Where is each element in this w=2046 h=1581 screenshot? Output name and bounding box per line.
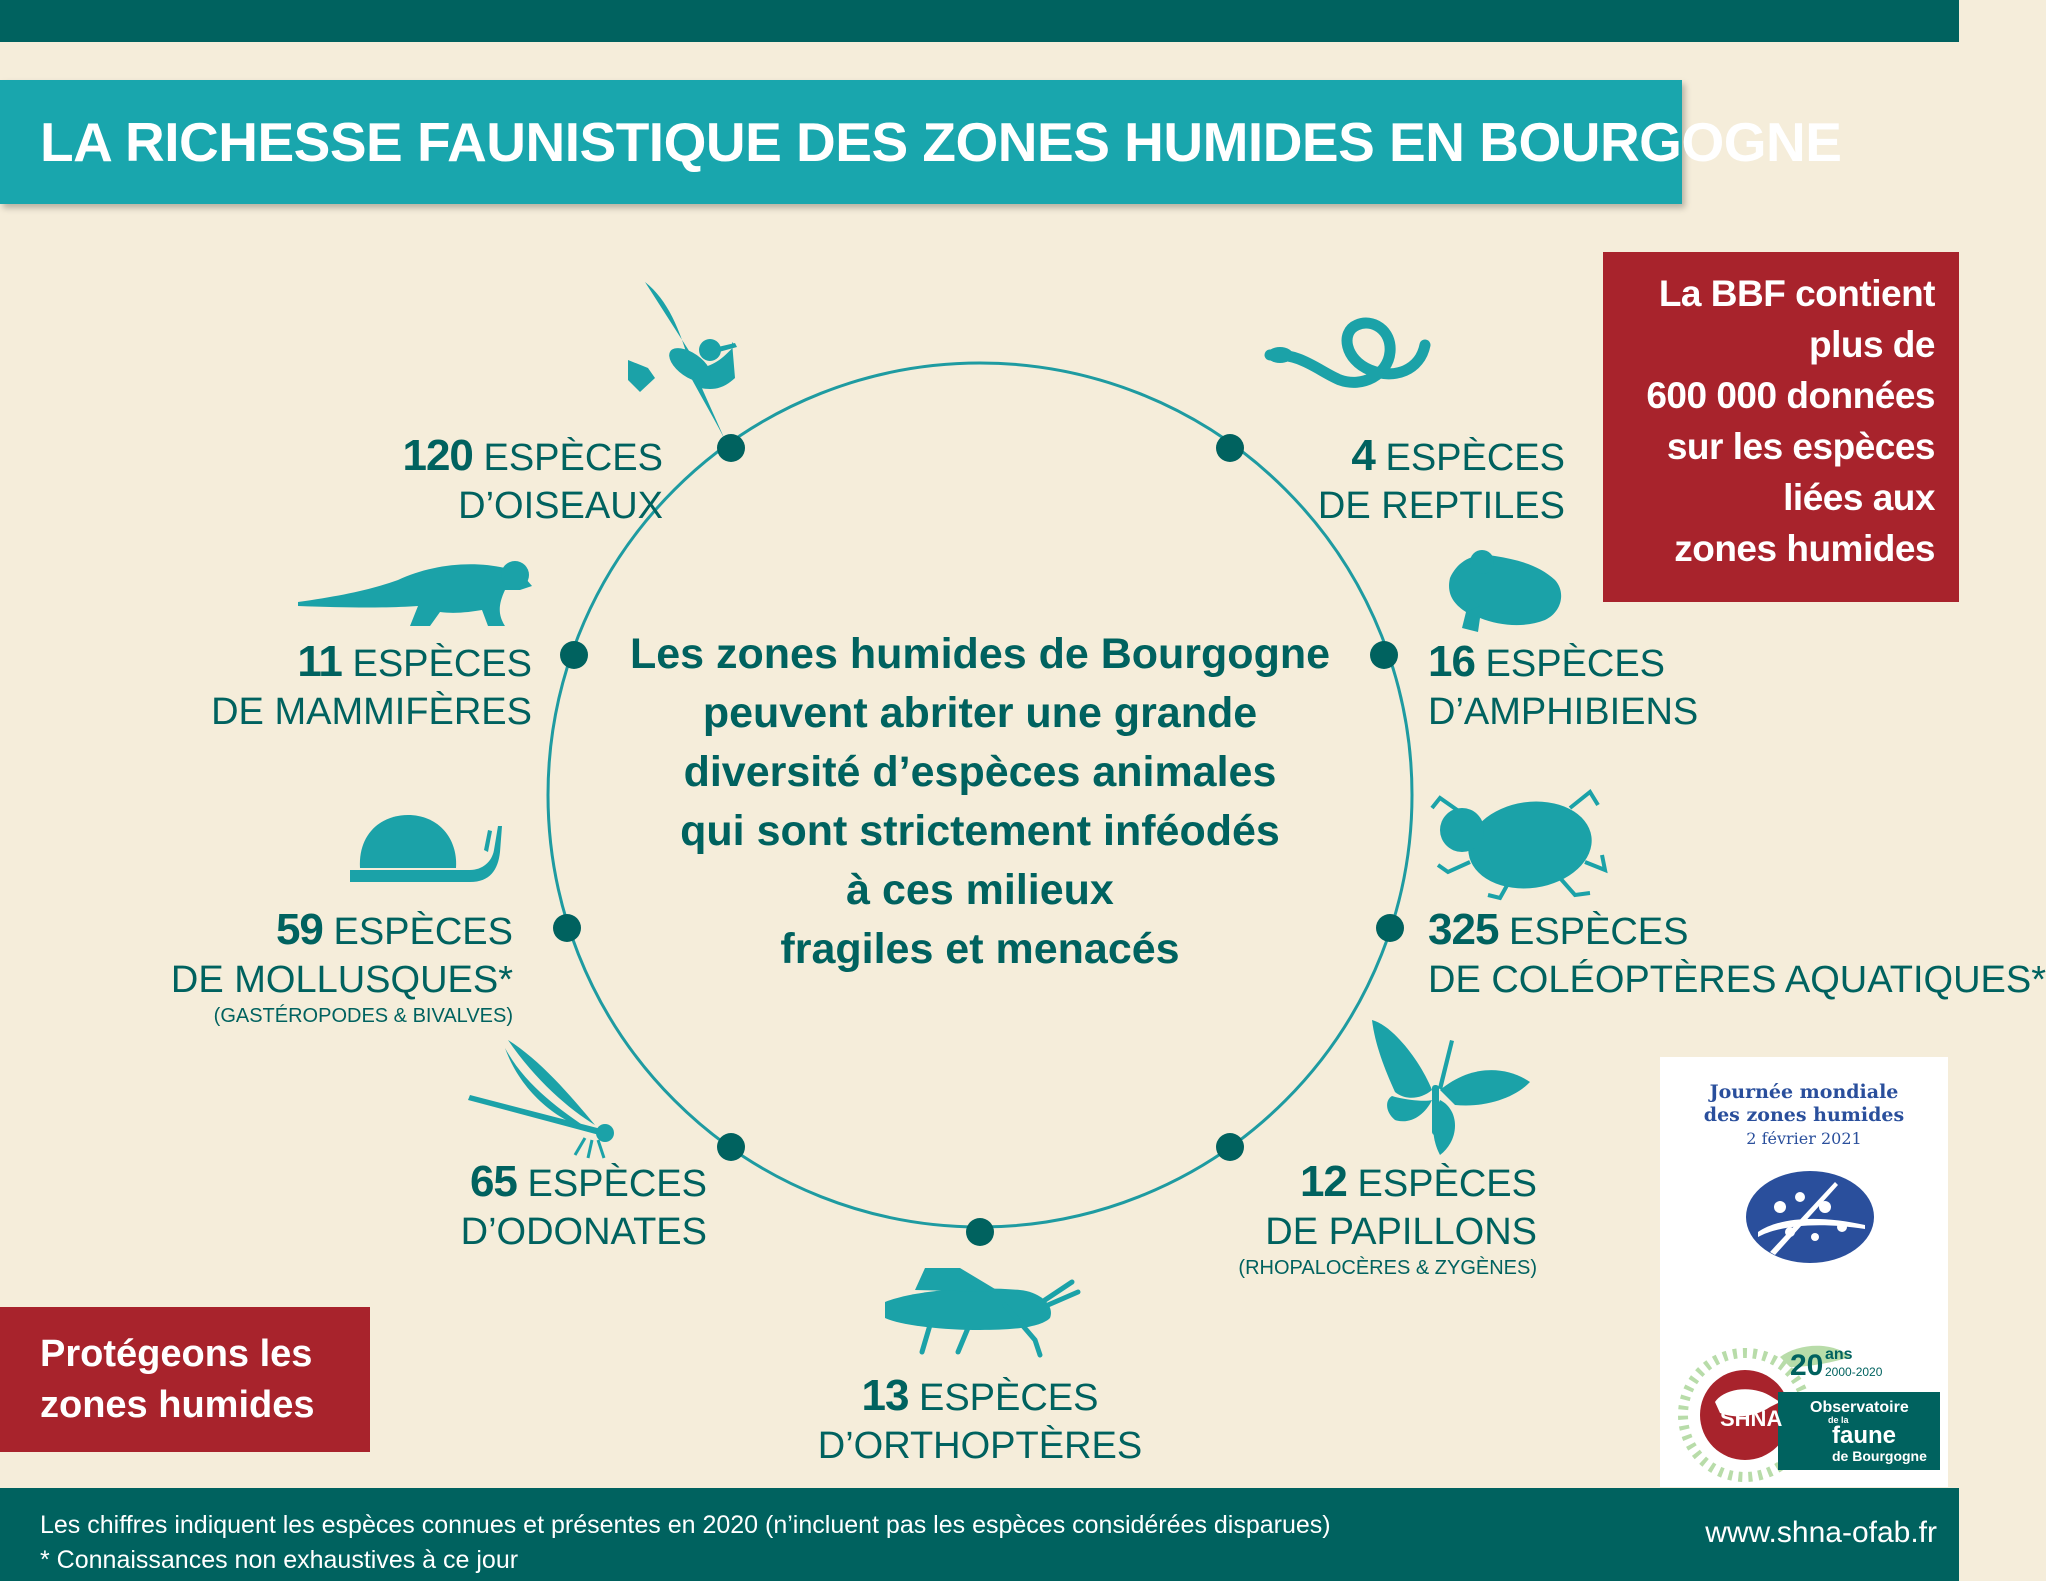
logos-panel xyxy=(1660,1057,1948,1487)
ring-dot-reptiles xyxy=(1216,434,1244,462)
word-mollusques: ESPÈCES xyxy=(333,911,513,953)
name-coleopteres: DE COLÉOPTÈRES AQUATIQUES* xyxy=(1428,959,2046,1001)
snake-icon xyxy=(1267,323,1425,382)
label-amphibiens xyxy=(1428,638,1698,736)
count-amphibiens: 16 xyxy=(1428,637,1475,686)
word-oiseaux: ESPÈCES xyxy=(483,437,663,479)
name-papillons: DE PAPILLONS xyxy=(1265,1211,1537,1253)
bird-icon xyxy=(628,282,737,440)
ring-dot-odonates xyxy=(717,1133,745,1161)
shna-obs-line1: Observatoire xyxy=(1810,1399,1909,1416)
bbf-line: La BBF contient xyxy=(1658,273,1935,314)
protect-box xyxy=(0,1307,370,1452)
word-amphibiens: ESPÈCES xyxy=(1485,643,1666,685)
ring-dot-coleopteres xyxy=(1376,914,1404,942)
bbf-line: 600 000 données xyxy=(1646,375,1935,416)
shna-acronym: SHNA xyxy=(1720,1406,1783,1431)
bbf-line: zones humides xyxy=(1674,528,1935,569)
note-mollusques: (GASTÉROPODES & BIVALVES) xyxy=(213,1005,513,1027)
word-papillons: ESPÈCES xyxy=(1357,1163,1537,1205)
label-coleopteres xyxy=(1428,906,2046,1004)
beetle-icon xyxy=(1432,792,1605,898)
ring-dot-papillons xyxy=(1216,1133,1244,1161)
ring-dot-orthopteres xyxy=(966,1218,994,1246)
dragonfly-icon xyxy=(468,1040,614,1158)
name-amphibiens: D’AMPHIBIENS xyxy=(1428,691,1699,733)
label-odonates xyxy=(461,1158,707,1256)
ring-dot-amphibiens xyxy=(1370,641,1398,669)
bbf-line: sur les espèces xyxy=(1666,426,1935,467)
protect-line: Protégeons les xyxy=(40,1333,313,1375)
word-coleopteres: ESPÈCES xyxy=(1508,911,1689,953)
jmzh-line1: Journée mondiale xyxy=(1709,1081,1899,1103)
count-reptiles: 4 xyxy=(1351,431,1375,480)
grasshopper-icon xyxy=(885,1268,1078,1355)
name-oiseaux: D’OISEAUX xyxy=(458,485,663,527)
name-reptiles: DE REPTILES xyxy=(1317,485,1565,527)
butterfly-icon xyxy=(1372,1020,1530,1155)
jmzh-line2: des zones humides xyxy=(1703,1104,1905,1126)
bbf-line: plus de xyxy=(1808,324,1935,365)
otter-icon xyxy=(298,561,532,626)
label-mollusques xyxy=(171,906,513,1028)
footer-url-link[interactable]: www.shna-ofab.fr xyxy=(1705,1516,1937,1549)
shna-obs-faune: faune xyxy=(1832,1422,1897,1449)
count-mollusques: 59 xyxy=(275,905,323,954)
name-odonates: D’ODONATES xyxy=(460,1211,707,1253)
count-coleopteres: 325 xyxy=(1428,905,1499,954)
footer-bar xyxy=(0,1488,1959,1581)
label-orthopteres xyxy=(780,1372,1180,1470)
shna-years-word: ans xyxy=(1825,1346,1853,1363)
count-mammiferes: 11 xyxy=(297,637,342,686)
snail-icon xyxy=(350,815,502,882)
jmzh-date: 2 février 2021 xyxy=(1746,1129,1862,1148)
logos-graphics xyxy=(1660,1057,1948,1487)
ring-dot-oiseaux xyxy=(717,434,745,462)
word-orthopteres: ESPÈCES xyxy=(918,1377,1099,1419)
count-orthopteres: 13 xyxy=(861,1371,909,1420)
count-papillons: 12 xyxy=(1299,1157,1347,1206)
center-line: Les zones humides de Bourgogne xyxy=(629,630,1331,678)
center-message xyxy=(600,625,1360,979)
word-odonates: ESPÈCES xyxy=(527,1163,707,1205)
word-reptiles: ESPÈCES xyxy=(1385,437,1565,479)
footer-note-2: * Connaissances non exhaustives à ce jour xyxy=(40,1546,519,1574)
note-papillons: (RHOPALOCÈRES & ZYGÈNES) xyxy=(1238,1257,1537,1279)
frog-icon xyxy=(1449,550,1561,632)
shna-obs-region: de Bourgogne xyxy=(1832,1448,1927,1464)
wetlands-emblem-icon xyxy=(1746,1171,1874,1263)
center-line: qui sont strictement inféodés xyxy=(680,807,1280,855)
shna-years-num: 20 xyxy=(1790,1349,1824,1382)
bbf-line: liées aux xyxy=(1783,477,1935,518)
label-papillons xyxy=(1238,1158,1537,1280)
word-mammiferes: ESPÈCES xyxy=(352,643,532,685)
center-line: fragiles et menacés xyxy=(780,925,1180,973)
name-orthopteres: D’ORTHOPTÈRES xyxy=(817,1425,1143,1467)
page-title: LA RICHESSE FAUNISTIQUE DES ZONES HUMIDES EN BOURGOGNE xyxy=(40,111,1842,173)
center-line: à ces milieux xyxy=(846,866,1114,914)
label-mammiferes xyxy=(211,638,532,736)
ring-dot-mammiferes xyxy=(560,641,588,669)
name-mollusques: DE MOLLUSQUES* xyxy=(170,959,513,1001)
name-mammiferes: DE MAMMIFÈRES xyxy=(211,691,532,733)
label-reptiles xyxy=(1318,432,1565,530)
shna-obs-de: de la xyxy=(1828,1415,1849,1425)
footer-note-1: Les chiffres indiquent les espèces connues et présentes en 2020 (n’incluent pas les espèces considérées disparues) xyxy=(40,1511,1331,1539)
count-oiseaux: 120 xyxy=(402,431,473,480)
count-odonates: 65 xyxy=(469,1157,517,1206)
center-line: peuvent abriter une grande xyxy=(702,689,1258,737)
bbf-info-box xyxy=(1603,252,1959,602)
protect-line: zones humides xyxy=(40,1384,315,1426)
shna-years-range: 2000-2020 xyxy=(1825,1365,1883,1379)
ring-dot-mollusques xyxy=(553,914,581,942)
label-oiseaux xyxy=(402,432,663,530)
center-line: diversité d’espèces animales xyxy=(683,748,1277,796)
